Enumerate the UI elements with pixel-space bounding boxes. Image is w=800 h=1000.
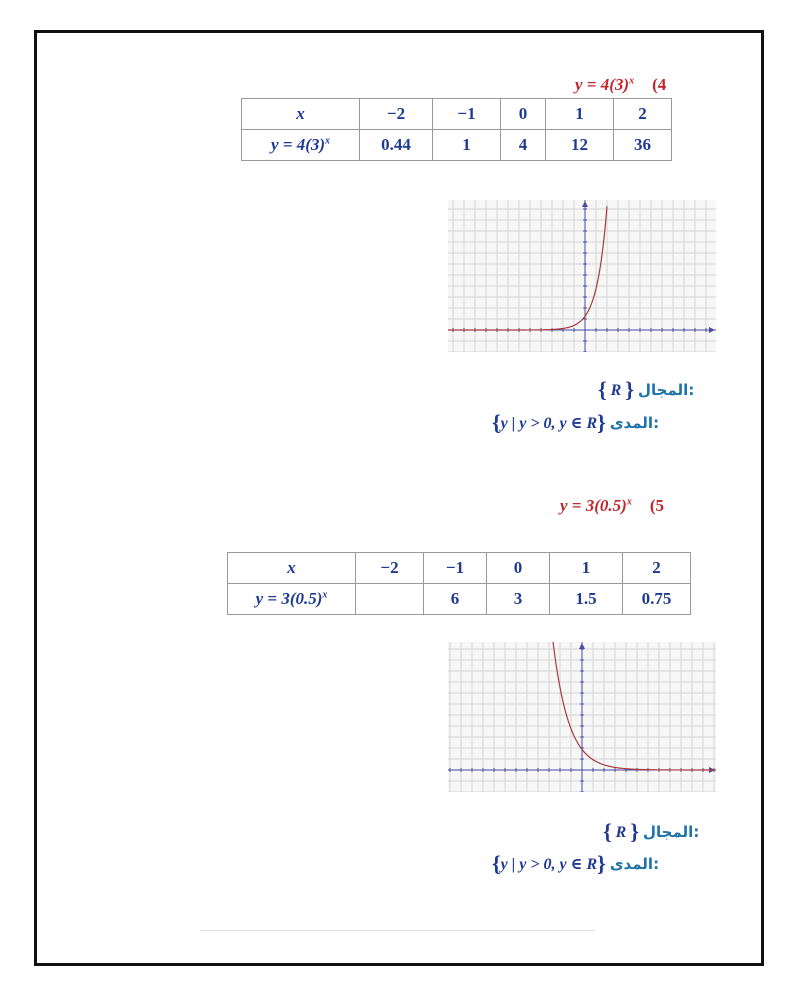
row-label-y: $y = 4(3)^x$ xyxy=(242,130,360,161)
x-value: −2 xyxy=(360,99,433,130)
row-label-x: x xyxy=(242,99,360,130)
values-table-5 xyxy=(227,552,691,615)
y-value: 1 xyxy=(433,130,501,161)
y-value: 6 xyxy=(424,584,487,615)
footer-strip xyxy=(200,930,595,961)
graph-5 xyxy=(448,642,716,792)
values-table-4 xyxy=(241,98,672,161)
domain-5 xyxy=(603,819,699,845)
y-value: 0.75 xyxy=(623,584,691,615)
x-value: 2 xyxy=(623,553,691,584)
range-4 xyxy=(492,410,659,436)
table-row-y xyxy=(228,584,691,615)
x-value: 1 xyxy=(550,553,623,584)
row-label-x: x xyxy=(228,553,356,584)
graph-4 xyxy=(448,200,716,352)
problem-4-number: (4 xyxy=(652,75,667,94)
range-4-label: المدى: xyxy=(609,414,660,432)
y-value xyxy=(356,584,424,615)
y-value: 36 xyxy=(614,130,672,161)
y-value: 1.5 xyxy=(550,584,623,615)
x-value: 2 xyxy=(614,99,672,130)
x-value: 1 xyxy=(546,99,614,130)
table-row-x xyxy=(242,99,672,130)
range-5-value: {y | y > 0, y ∈ R} xyxy=(492,851,606,876)
y-value: 12 xyxy=(546,130,614,161)
problem-4-equation: $y = 4(3)^x$ xyxy=(575,75,635,94)
table-row-x xyxy=(228,553,691,584)
x-value: −1 xyxy=(433,99,501,130)
domain-5-value: { R } xyxy=(603,819,640,844)
problem-5-heading xyxy=(560,496,664,516)
domain-4 xyxy=(598,377,694,403)
domain-4-label: المجال: xyxy=(638,381,695,399)
graph-background xyxy=(448,200,716,352)
domain-5-label: المجال: xyxy=(643,823,700,841)
range-5 xyxy=(492,851,659,877)
problem-5-number: (5 xyxy=(649,496,664,515)
problem-5-equation: $y = 3(0.5)^x$ xyxy=(560,496,632,515)
range-5-label: المدى: xyxy=(609,855,660,873)
table-row-y xyxy=(242,130,672,161)
x-value: 0 xyxy=(487,553,550,584)
y-value: 4 xyxy=(501,130,546,161)
row-label-y: $y = 3(0.5)^x$ xyxy=(228,584,356,615)
x-value: −1 xyxy=(424,553,487,584)
y-value: 0.44 xyxy=(360,130,433,161)
domain-4-value: { R } xyxy=(598,377,635,402)
x-value: −2 xyxy=(356,553,424,584)
y-value: 3 xyxy=(487,584,550,615)
range-4-value: {y | y > 0, y ∈ R} xyxy=(492,410,606,435)
problem-4-heading xyxy=(575,75,666,95)
x-value: 0 xyxy=(501,99,546,130)
